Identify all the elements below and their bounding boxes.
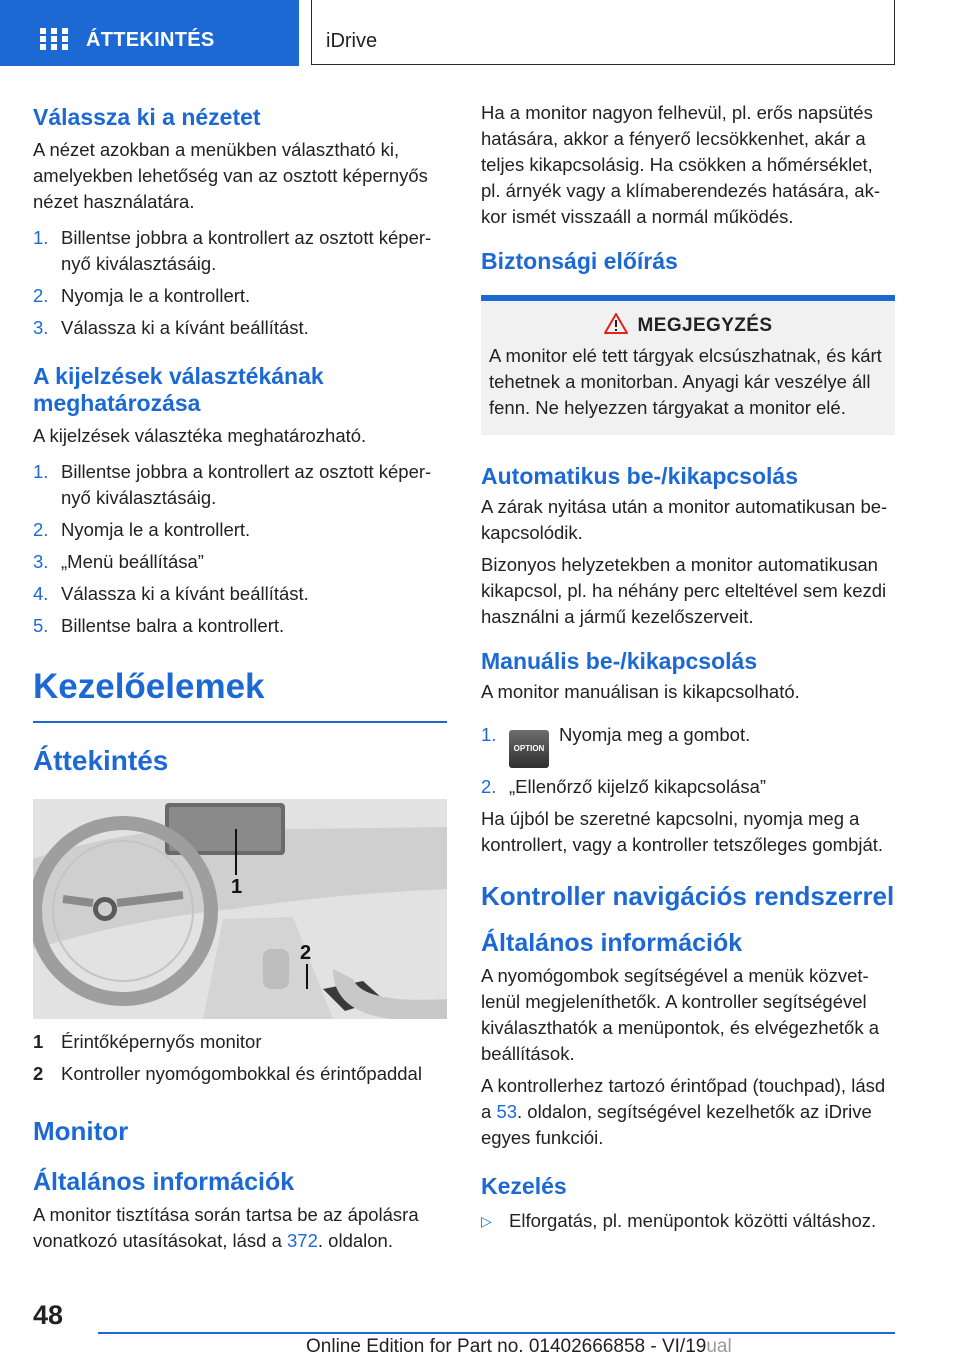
cockpit-figure (33, 799, 447, 1019)
display-selection-steps (33, 459, 447, 639)
manual-onoff-heading: Manuális be-/kikapcsolás (481, 648, 758, 674)
auto-onoff-text-1: A zárak nyitása után a monitor automatikusan be‐kapcsolódik. (481, 496, 888, 543)
touchpad-text: A kontrollerhez tartozó érintőpad (touchpad), lásd a 53. oldalon, segítségével kezelhetők az iDrive egyes funkciói. (481, 1075, 886, 1148)
notice-box (481, 301, 895, 435)
list-item: 1. Billentse jobbra a kontrollert az osztott képer‐nyő kiválasztásáig. (33, 461, 432, 508)
figure-legend (33, 1029, 447, 1087)
legend-item: 1 Érintőképernyős monitor (33, 1031, 262, 1052)
list-item: 5. Billentse balra a kontrollert. (33, 615, 285, 636)
select-view-intro: A nézet azokban a menükben választható ki, amelyekben lehetőség van az osztott képernyős nézet használatára. (33, 139, 428, 212)
footer-edition: Online Edition for Part no. 01402666858 - VI/19ual (306, 1336, 732, 1357)
list-item: 2. Nyomja le a kontrollert. (33, 285, 251, 306)
list-item: 3. Válassza ki a kívánt beállítást. (33, 317, 309, 338)
page-number: 48 (33, 1300, 64, 1330)
list-item: 1. OPTIONNyomja meg a gombot. (481, 715, 895, 768)
display-selection-heading: A kijelzések választékának meghatározása (33, 363, 324, 416)
watermark: ual (706, 1336, 732, 1357)
monitor-title: Monitor (33, 1116, 129, 1146)
manual-onoff-text: A monitor manuálisan is kikapcsolható. (481, 681, 800, 702)
section-tab[interactable] (0, 0, 299, 66)
triangle-bullet-icon: ▷ (481, 1213, 492, 1229)
general-info-heading: Általános információk (33, 1168, 295, 1196)
monitor-cleaning-text: A monitor tisztítása során tartsa be az ápolásra vonatkozó utasításokat, lásd a 372. oldalon. (33, 1204, 419, 1251)
notice-title: MEGJEGYZÉS (637, 315, 773, 336)
section-tab-label: ÁTTEKINTÉS (86, 29, 215, 51)
warning-icon (604, 313, 628, 334)
legend-item: 2 Kontroller nyomógombokkal és érintőpaddal (33, 1063, 422, 1084)
auto-onoff-heading: Automatikus be-/kikapcsolás (481, 463, 798, 489)
list-item: 2. „Ellenőrző kijelző kikapcsolása” (481, 776, 767, 797)
list-item: 3. „Menü beállítása” (33, 551, 204, 572)
manual-steps (481, 715, 895, 800)
safety-heading: Biztonsági előírás (481, 248, 678, 274)
heat-intro: Ha a monitor nagyon felhevül, pl. erős napsütés hatására, akkor a fényerő lecsökkenhet, akár a teljes kikapcsolásig. Ha csökken a hőmérséklet, pl. árnyék vagy a klímaberendezés hatására, ak‐kor ismét visszaáll a normál működés. (481, 102, 880, 227)
display-selection-intro: A kijelzések választéka meghatározható. (33, 425, 367, 446)
manual-onoff-text-2: Ha újból be szeretné kapcsolni, nyomja meg a kontrollert, vagy a kontroller tetszőleges gombját. (481, 808, 884, 855)
overview-title: Áttekintés (33, 745, 169, 776)
option-button[interactable]: OPTION (509, 730, 549, 768)
chapter-title: Kezelőelemek (33, 667, 265, 706)
buttons-text: A nyomógombok segítségével a menük közvet‐lenül megjeleníthetők. A kontroller segítségével kiválaszthatók a menüpontok, és elvégezhetők a beállítások. (481, 965, 879, 1064)
chapter-tab-label: iDrive (326, 30, 378, 52)
operation-heading: Kezelés (481, 1173, 567, 1199)
right-column (481, 100, 895, 1234)
page-link-53[interactable]: 53 (496, 1101, 518, 1122)
chapter-tab[interactable] (311, 0, 895, 65)
footer-divider (98, 1332, 895, 1334)
left-column (33, 100, 447, 1254)
page-header (0, 0, 960, 66)
auto-onoff-text-2: Bizonyos helyzetekben a monitor automatikusan kikapcsol, pl. ha néhány perc elteltével sem kezdi használni a jármű kezelőszerveit. (481, 554, 887, 627)
cockpit-illustration (33, 799, 447, 1019)
list-item: ▷ Elforgatás, pl. menüpontok közötti váltáshoz. (481, 1208, 895, 1234)
list-item: 1. Billentse jobbra a kontrollert az osztott képer‐nyő kiválasztásáig. (33, 227, 432, 274)
chapter-divider (33, 721, 447, 723)
page-link-372[interactable]: 372 (287, 1230, 318, 1251)
list-item: 2. Nyomja le a kontrollert. (33, 519, 251, 540)
notice-text: A monitor elé tett tárgyak elcsúszhatnak, és kárt tehetnek a monitorban. Anyagi kár veszélye áll fenn. Ne helyezzen tárgyakat a monitor elé. (489, 345, 882, 418)
callout-2: 2 (300, 942, 312, 964)
list-item: 4. Válassza ki a kívánt beállítást. (33, 583, 309, 604)
callout-1: 1 (231, 876, 243, 898)
general-info-heading-2: Általános információk (481, 929, 743, 957)
grid-icon (40, 28, 68, 50)
controller-nav-heading: Kontroller navigációs rendszerrel (481, 881, 895, 911)
select-view-steps (33, 225, 447, 341)
select-view-heading: Válassza ki a nézetet (33, 104, 261, 130)
